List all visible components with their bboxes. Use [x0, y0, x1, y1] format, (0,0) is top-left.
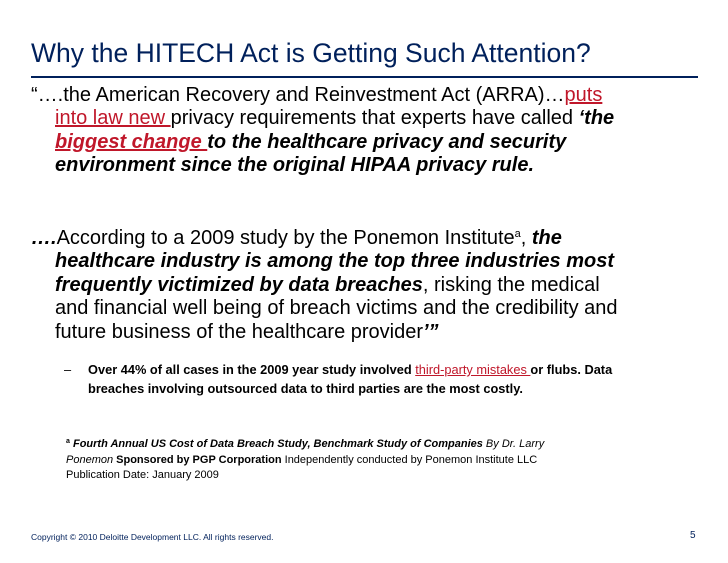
footnote-author: Ponemon [66, 453, 114, 466]
quote1-red-text: into law new [55, 107, 171, 130]
quote1-red-emphasis: biggest change [55, 130, 208, 153]
quote2-ellipsis: …. [31, 227, 57, 249]
quote2-emphasis: frequently victimized by data breaches [55, 273, 423, 296]
quote2-text: , [520, 227, 532, 249]
footnote-marker: a [66, 438, 70, 445]
footnote-sponsor: Sponsored by PGP Corporation [113, 453, 282, 466]
quote-paragraph-1 [31, 84, 691, 178]
footnote-conductor: Independently conducted by Ponemon Institute LLC [281, 453, 538, 466]
footnote-line-3: Publication Date: January 2009 [66, 469, 219, 482]
quote2-line-1 [31, 227, 691, 250]
quote1-emphasis: ‘the [578, 107, 615, 130]
quote2-emphasis: healthcare industry is among the top three industries most [55, 250, 614, 273]
title-divider [31, 76, 698, 78]
quote1-text: “….the American Recovery and Reinvestment Act (ARRA)… [31, 84, 565, 106]
quote1-red-text: puts [564, 84, 603, 106]
quote2-line-5 [31, 321, 691, 344]
quote1-emphasis: to the healthcare privacy and security [207, 130, 567, 153]
quote2-line-3 [31, 274, 691, 297]
footnote-line-1 [66, 437, 544, 453]
quote1-line-2 [31, 107, 691, 130]
quote2-text: and financial well being of breach victims and the credibility and [55, 297, 618, 320]
quote1-text: privacy requirements that experts have called [170, 107, 579, 130]
copyright-notice: Copyright © 2010 Deloitte Development LLC. All rights reserved. [31, 532, 274, 542]
quote2-text: future business of the healthcare provider [55, 320, 423, 343]
page-number: 5 [690, 530, 696, 541]
quote1-line-4 [31, 154, 691, 177]
footnote-study-title: Fourth Annual US Cost of Data Breach Study, Benchmark Study of Companies [72, 438, 483, 450]
quote1-line-3 [31, 131, 691, 154]
third-party-mistakes-link[interactable]: third-party mistakes [415, 362, 531, 377]
footnote [66, 437, 544, 484]
quote2-text: According to a 2009 study by the Ponemon Institute [56, 227, 515, 249]
quote1-line-1 [31, 84, 691, 107]
quote1-emphasis: environment since the original HIPAA privacy rule. [55, 154, 535, 177]
footnote-line-2 [66, 453, 544, 469]
quote2-line-2 [31, 250, 691, 273]
quote2-emphasis: ’” [423, 320, 439, 343]
sub-bullet [64, 360, 704, 398]
footnote-author: By Dr. Larry [482, 438, 545, 450]
sub-bullet-text: Over 44% of all cases in the 2009 year study involved [88, 362, 416, 377]
quote2-line-4 [31, 297, 691, 320]
slide-title: Why the HITECH Act is Getting Such Attention? [31, 38, 591, 68]
sub-bullet-line-1 [64, 360, 704, 379]
dash-bullet: – [64, 362, 72, 377]
quote2-text: , risking the medical [422, 273, 600, 296]
sub-bullet-text: or flubs. Data [530, 362, 613, 377]
quote2-emphasis: the [531, 227, 562, 249]
sub-bullet-line-2: breaches involving outsourced data to third parties are the most costly. [88, 381, 523, 396]
quote-paragraph-2 [31, 227, 691, 344]
footnote-marker: a [514, 228, 521, 240]
